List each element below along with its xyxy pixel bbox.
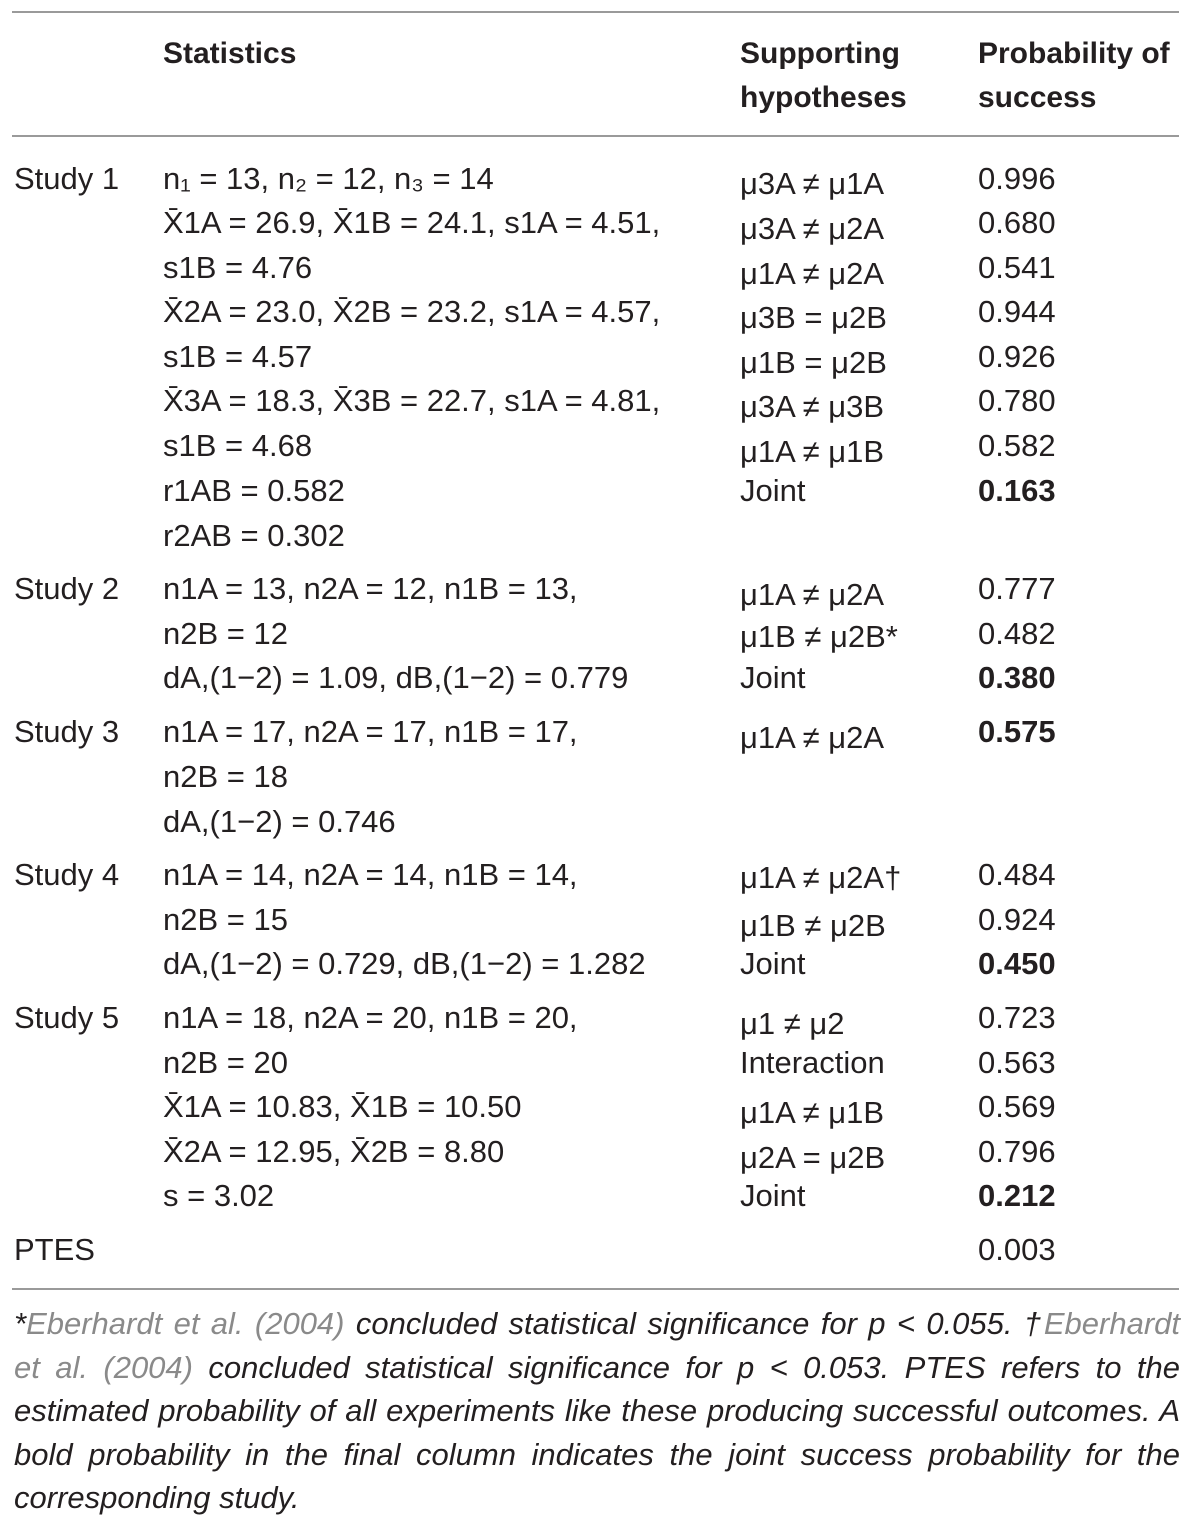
probability-cell: 0.780 (978, 383, 1056, 418)
hypothesis-cell: μ1A ≠ μ2A (740, 720, 885, 755)
probability-cell: 0.944 (978, 294, 1056, 329)
statistics-cell: X̄2A = 23.0, X̄2B = 23.2, s1A = 4.57, (163, 294, 661, 329)
probability-cell: 0.926 (978, 339, 1056, 374)
hypothesis-cell: μ1A ≠ μ2A† (740, 860, 902, 895)
statistics-cell: s = 3.02 (163, 1178, 275, 1213)
probability-cell: 0.563 (978, 1045, 1056, 1080)
probability-cell: 0.482 (978, 616, 1056, 651)
ptes-label: PTES (14, 1232, 95, 1267)
hypothesis-cell: Joint (740, 946, 806, 981)
joint-probability-cell: 0.212 (978, 1178, 1056, 1213)
statistics-cell: n1A = 13, n2A = 12, n1B = 13, (163, 571, 578, 606)
table-footnote (14, 1302, 1180, 1520)
probability-cell: 0.582 (978, 428, 1056, 463)
hypothesis-cell: μ3A ≠ μ3B (740, 389, 885, 424)
statistics-cell: X̄1A = 26.9, X̄1B = 24.1, s1A = 4.51, (163, 205, 661, 240)
hypothesis-cell: μ3A ≠ μ1A (740, 166, 885, 201)
statistics-cell: n2B = 18 (163, 759, 288, 794)
statistics-cell: n1A = 14, n2A = 14, n1B = 14, (163, 857, 578, 892)
probability-cell: 0.796 (978, 1134, 1056, 1169)
hypothesis-cell: μ3A ≠ μ2A (740, 211, 885, 246)
statistics-cell: n2B = 12 (163, 616, 288, 651)
study-label: Study 2 (14, 571, 120, 606)
probability-cell: 0.924 (978, 902, 1056, 937)
study-label: Study 1 (14, 161, 120, 196)
statistics-cell: dA,(1−2) = 0.729, dB,(1−2) = 1.282 (163, 946, 646, 981)
header-supporting-line1: Supporting (740, 37, 900, 70)
probability-cell: 0.680 (978, 205, 1056, 240)
statistics-cell: s1B = 4.76 (163, 250, 313, 285)
footnote-reference-2[interactable]: Eberhardt et al. (2004) (14, 1306, 1181, 1385)
statistics-cell: X̄2A = 12.95, X̄2B = 8.80 (163, 1134, 505, 1169)
footnote-text-2: concluded statistical significance for p < 0.053. PTES refers to the estimated probability of all experiments like these producing successful outcomes. A bold probability in the final column indicates the joint success probability for the corresponding study. (14, 1349, 1180, 1515)
hypothesis-cell: Joint (740, 1178, 806, 1213)
top-rule (12, 11, 1179, 13)
probability-cell: 0.484 (978, 857, 1056, 892)
statistics-cell: s1B = 4.57 (163, 339, 313, 374)
header-supporting-line2: hypotheses (740, 81, 907, 114)
hypothesis-cell: Interaction (740, 1045, 885, 1080)
hypothesis-cell: μ1B ≠ μ2B (740, 908, 886, 943)
header-probability-line2: success (978, 81, 1097, 114)
hypothesis-cell: Joint (740, 660, 806, 695)
study-label: Study 5 (14, 1000, 120, 1035)
study-label: Study 3 (14, 714, 120, 749)
probability-cell: 0.777 (978, 571, 1056, 606)
statistics-cell: dA,(1−2) = 0.746 (163, 804, 396, 839)
footnote-dagger: † (1023, 1306, 1044, 1341)
joint-probability-cell: 0.450 (978, 946, 1056, 981)
hypothesis-cell: μ3B = μ2B (740, 300, 887, 335)
hypothesis-cell: μ1 ≠ μ2 (740, 1006, 845, 1041)
statistics-cell: X̄1A = 10.83, X̄1B = 10.50 (163, 1089, 522, 1124)
hypothesis-cell: μ1A ≠ μ2A (740, 577, 885, 612)
hypothesis-cell: Joint (740, 473, 806, 508)
joint-probability-cell: 0.163 (978, 473, 1056, 508)
ptes-value: 0.003 (978, 1232, 1056, 1267)
hypothesis-cell: μ1A ≠ μ1B (740, 434, 885, 469)
footnote-star: * (14, 1306, 27, 1341)
statistics-cell: X̄3A = 18.3, X̄3B = 22.7, s1A = 4.81, (163, 383, 661, 418)
statistics-cell: dA,(1−2) = 1.09, dB,(1−2) = 0.779 (163, 660, 629, 695)
statistics-cell: n2B = 15 (163, 902, 288, 937)
bottom-rule (12, 1288, 1179, 1290)
statistics-cell: n2B = 20 (163, 1045, 288, 1080)
probability-cell: 0.723 (978, 1000, 1056, 1035)
study-label: Study 4 (14, 857, 120, 892)
footnote-reference-1[interactable]: Eberhardt et al. (2004) (26, 1306, 345, 1341)
statistics-cell: n1A = 17, n2A = 17, n1B = 17, (163, 714, 578, 749)
hypothesis-cell: μ1B = μ2B (740, 345, 887, 380)
statistics-cell: n1A = 18, n2A = 20, n1B = 20, (163, 1000, 578, 1035)
probability-cell: 0.541 (978, 250, 1056, 285)
header-rule (12, 135, 1179, 137)
hypothesis-cell: μ1A ≠ μ1B (740, 1095, 885, 1130)
joint-probability-cell: 0.575 (978, 714, 1056, 749)
statistics-cell: r2AB = 0.302 (163, 518, 345, 553)
probability-cell: 0.996 (978, 161, 1056, 196)
statistics-cell: n₁ = 13, n₂ = 12, n₃ = 14 (163, 161, 494, 196)
statistics-cell: s1B = 4.68 (163, 428, 313, 463)
hypothesis-cell: μ1A ≠ μ2A (740, 256, 885, 291)
header-probability-line1: Probability of (978, 37, 1170, 70)
statistics-cell: r1AB = 0.582 (163, 473, 345, 508)
probability-cell: 0.569 (978, 1089, 1056, 1124)
hypothesis-cell: μ1B ≠ μ2B* (740, 619, 898, 654)
footnote-text-1: concluded statistical significance for p < 0.055. (344, 1306, 1024, 1341)
header-statistics: Statistics (163, 37, 297, 70)
hypothesis-cell: μ2A = μ2B (740, 1140, 886, 1175)
joint-probability-cell: 0.380 (978, 660, 1056, 695)
